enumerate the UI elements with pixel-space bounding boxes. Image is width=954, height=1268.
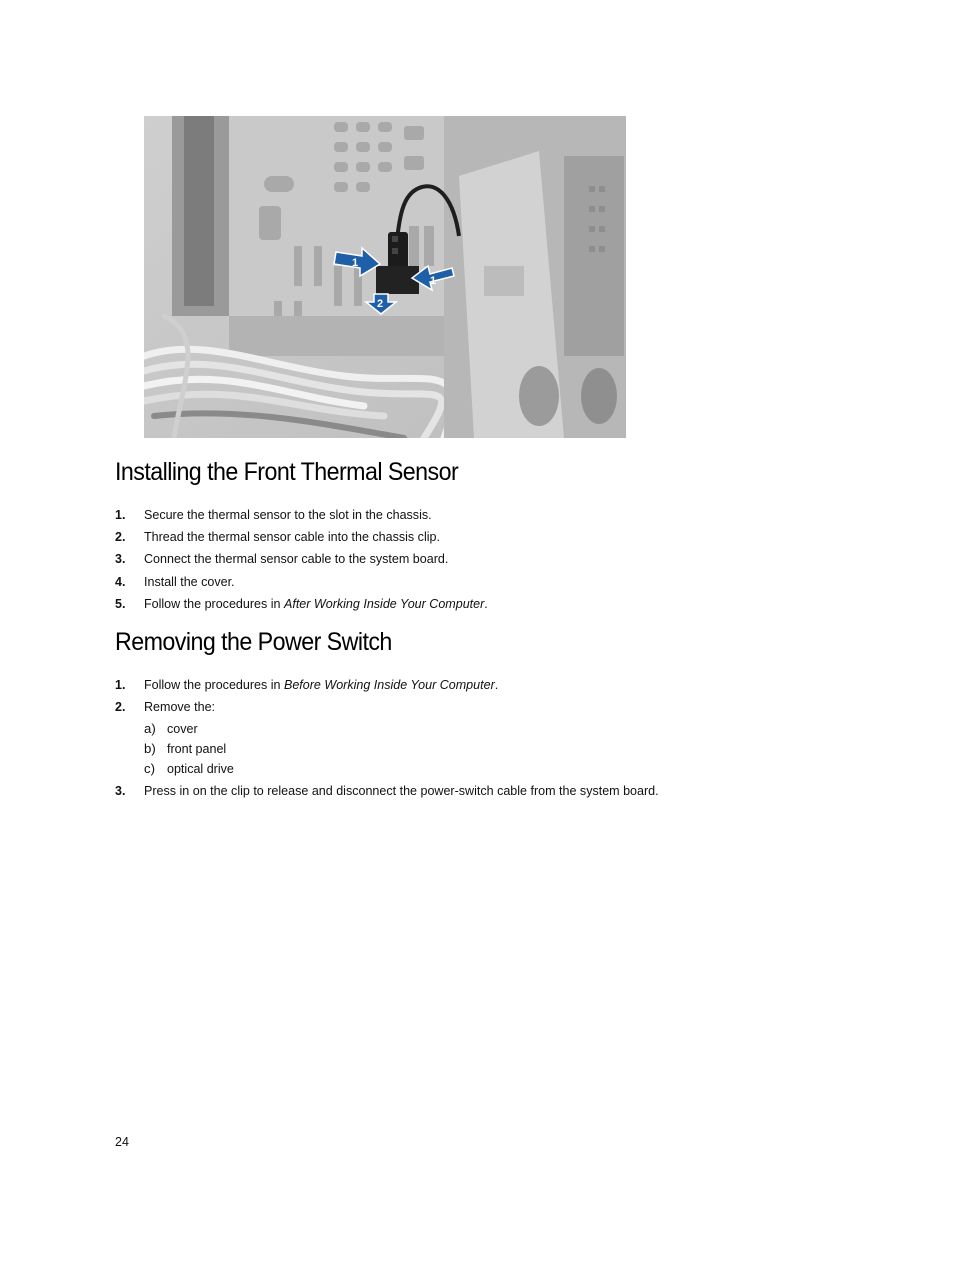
- sub-item-text: front panel: [167, 741, 227, 756]
- step-text: Secure the thermal sensor to the slot in the chassis.: [144, 507, 432, 522]
- step-text: [144, 677, 498, 693]
- step-text: Connect the thermal sensor cable to the system board.: [144, 551, 449, 566]
- step-number: 4.: [115, 575, 126, 589]
- callout-label: 2: [377, 298, 384, 310]
- step-text-after: .: [494, 677, 499, 692]
- sub-item-text: cover: [167, 721, 198, 736]
- step-text: Press in on the clip to release and disconnect the power-switch cable from the system board.: [144, 783, 659, 798]
- callout-label: 1: [352, 257, 359, 269]
- step-text-plain: Follow the procedures in: [144, 677, 284, 692]
- step-number: 3.: [115, 784, 126, 798]
- step-text-reference: After Working Inside Your Computer: [283, 596, 485, 611]
- step-number: 1.: [115, 508, 126, 522]
- step-text-plain: Follow the procedures in: [144, 596, 284, 611]
- step-number: 2.: [115, 700, 126, 714]
- step-text: Remove the:: [144, 699, 216, 714]
- callout-label: 1: [430, 275, 437, 287]
- page-number: 24: [115, 1135, 129, 1149]
- sub-item-text: optical drive: [167, 761, 234, 776]
- step-number: 1.: [115, 678, 126, 692]
- step-number: 3.: [115, 552, 126, 566]
- step-number: 2.: [115, 530, 126, 544]
- chassis-illustration: [144, 116, 626, 438]
- section-title-removing-power-switch: Removing the Power Switch: [115, 628, 392, 656]
- sub-item-letter: a): [144, 721, 156, 736]
- sub-item-letter: c): [144, 761, 155, 776]
- step-text: Install the cover.: [144, 574, 235, 589]
- step-text-reference: Before Working Inside Your Computer: [283, 677, 495, 692]
- step-text-after: .: [484, 596, 488, 611]
- sub-item-letter: b): [144, 741, 156, 756]
- step-text: [144, 596, 488, 612]
- step-number: 5.: [115, 597, 126, 611]
- chassis-figure: [144, 116, 626, 438]
- step-text: Thread the thermal sensor cable into the chassis clip.: [144, 529, 440, 544]
- section-title-installing-thermal-sensor: Installing the Front Thermal Sensor: [115, 458, 459, 486]
